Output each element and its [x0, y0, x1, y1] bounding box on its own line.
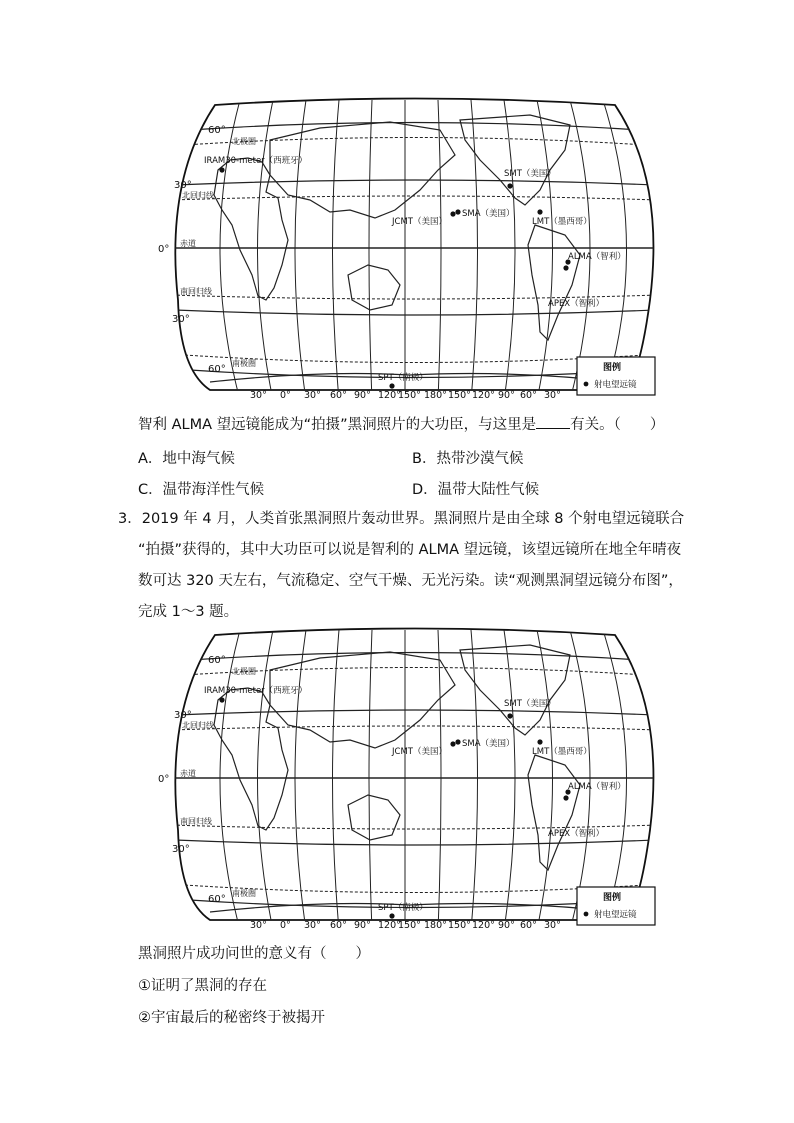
australia-outline	[348, 265, 400, 310]
parallel-30s	[175, 840, 655, 845]
telescope-map-2	[158, 630, 660, 931]
station-lmt-label: LMT（墨西哥）	[532, 217, 592, 227]
station-apex-label: APEX（智利）	[548, 829, 605, 839]
q3-item-2: ②宇宙最后的秘密终于被揭开	[138, 1010, 325, 1026]
lon-label: 60°	[330, 390, 347, 401]
lat-label-30n: 30°	[174, 710, 192, 721]
station-alma-label: ALMA（智利）	[568, 782, 626, 792]
lon-label: 90°	[498, 920, 515, 931]
answer-blank	[536, 416, 570, 429]
lat-label-60s: 60°	[208, 894, 226, 905]
lon-label: 60°	[520, 920, 537, 931]
lat-label-60n: 60°	[208, 655, 226, 666]
station-iram-dot	[219, 167, 224, 172]
lon-label: 0°	[280, 390, 291, 401]
lat-label-60n: 60°	[208, 125, 226, 136]
station-spt-label: SPT（南极）	[378, 903, 428, 913]
station-iram-dot	[219, 697, 224, 702]
parallel-30n	[175, 180, 655, 185]
antarctic-label: 南极圈	[232, 359, 256, 368]
option-b: B．热带沙漠气候	[412, 451, 524, 467]
lon-label: 120°	[378, 390, 401, 401]
lon-label: 120°	[378, 920, 401, 931]
telescope-map-1	[158, 100, 660, 401]
map-legend	[577, 357, 655, 395]
question-stem	[138, 415, 664, 435]
lon-label: 30°	[544, 390, 561, 401]
lon-label: 120°	[472, 390, 495, 401]
equator-label: 赤道	[180, 239, 196, 248]
q3-line-3: 数可达 320 天左右，气流稳定、空气干燥、无光污染。读“观测黑洞望远镜分布图”，	[138, 573, 683, 589]
station-smt-label: SMT（美国）	[504, 699, 556, 709]
station-jcmt-dot	[450, 741, 455, 746]
lat-label-0: 0°	[158, 774, 170, 785]
arctic-label: 北极圈	[232, 137, 256, 146]
legend-dot	[584, 912, 589, 917]
antarctic-label: 南极圈	[232, 889, 256, 898]
tropic-capricorn-label: 南回归线	[180, 287, 212, 296]
lon-label: 0°	[280, 920, 291, 931]
lon-label: 60°	[330, 920, 347, 931]
station-lmt-dot	[537, 209, 542, 214]
station-jcmt-dot	[450, 211, 455, 216]
lat-label-30n: 30°	[174, 180, 192, 191]
question-stem-before: 智利 ALMA 望远镜能成为“拍摄”黑洞照片的大功臣，与这里是	[138, 417, 537, 433]
world-map-svg	[158, 630, 660, 931]
station-sma-dot	[455, 209, 460, 214]
lon-label: 150°	[398, 920, 421, 931]
lon-label: 60°	[520, 390, 537, 401]
lon-label: 150°	[448, 920, 471, 931]
q3-line-1: 3．2019 年 4 月，人类首张黑洞照片轰动世界。黑洞照片是由全球 8 个射电望远镜联合	[118, 511, 685, 527]
option-a: A．地中海气候	[138, 451, 235, 467]
equator-label: 赤道	[180, 769, 196, 778]
tropic-cancer	[172, 726, 658, 730]
station-jcmt-label: JCMT（美国）	[392, 217, 447, 227]
lon-label: 30°	[304, 920, 321, 931]
legend-title: 图例	[603, 363, 622, 373]
question-stem-after: 有关。（ ）	[570, 417, 665, 433]
lat-label-30s: 30°	[172, 314, 190, 325]
lon-label: 30°	[544, 920, 561, 931]
station-iram-label: IRAM30-meter（西班牙）	[204, 686, 308, 696]
lon-label: 180°	[424, 920, 447, 931]
lat-label-0: 0°	[158, 244, 170, 255]
station-sma-dot	[455, 739, 460, 744]
station-spt-dot	[389, 913, 394, 918]
legend-item: 射电望远镜	[594, 910, 637, 920]
lon-label: 180°	[424, 390, 447, 401]
q3-line-4: 完成 1～3 题。	[138, 604, 239, 620]
lon-label: 150°	[448, 390, 471, 401]
station-alma-label: ALMA（智利）	[568, 252, 626, 262]
lon-label: 30°	[250, 390, 267, 401]
legend-dot	[584, 382, 589, 387]
south-america-outline	[528, 225, 580, 340]
lon-label: 90°	[354, 390, 371, 401]
q3-item-1: ①证明了黑洞的存在	[138, 978, 267, 994]
world-map-svg	[158, 100, 660, 401]
station-apex-dot	[563, 265, 568, 270]
q3-line-2: “拍摄”获得的，其中大功臣可以说是智利的 ALMA 望远镜，该望远镜所在地全年晴夜	[138, 542, 682, 558]
parallel-30n	[175, 710, 655, 715]
map-legend	[577, 887, 655, 925]
station-sma-label: SMA（美国）	[462, 739, 515, 749]
station-smt-dot	[507, 713, 512, 718]
station-smt-label: SMT（美国）	[504, 169, 556, 179]
lon-label: 90°	[498, 390, 515, 401]
station-jcmt-label: JCMT（美国）	[392, 747, 447, 757]
parallel-30s	[175, 310, 655, 315]
south-america-outline	[528, 755, 580, 870]
station-iram-label: IRAM30-meter（西班牙）	[204, 156, 308, 166]
station-spt-label: SPT（南极）	[378, 373, 428, 383]
europe-africa-outline	[214, 158, 288, 300]
option-d: D．温带大陆性气候	[412, 482, 540, 498]
tropic-cancer	[172, 196, 658, 200]
europe-africa-outline	[214, 688, 288, 830]
q3-sub-stem: 黑洞照片成功问世的意义有（ ）	[138, 946, 370, 962]
tropic-cancer-label: 北回归线	[182, 721, 214, 730]
australia-outline	[348, 795, 400, 840]
lon-label: 30°	[250, 920, 267, 931]
lon-label: 120°	[472, 920, 495, 931]
legend-title: 图例	[603, 893, 622, 903]
station-apex-dot	[563, 795, 568, 800]
lon-label: 150°	[398, 390, 421, 401]
tropic-cancer-label: 北回归线	[182, 191, 214, 200]
station-spt-dot	[389, 383, 394, 388]
station-apex-label: APEX（智利）	[548, 299, 605, 309]
station-smt-dot	[507, 183, 512, 188]
station-lmt-label: LMT（墨西哥）	[532, 747, 592, 757]
station-lmt-dot	[537, 739, 542, 744]
tropic-capricorn-label: 南回归线	[180, 817, 212, 826]
station-sma-label: SMA（美国）	[462, 209, 515, 219]
legend-item: 射电望远镜	[594, 380, 637, 390]
option-c: C．温带海洋性气候	[138, 482, 265, 498]
lon-label: 30°	[304, 390, 321, 401]
lat-label-30s: 30°	[172, 844, 190, 855]
arctic-label: 北极圈	[232, 667, 256, 676]
lon-label: 90°	[354, 920, 371, 931]
lat-label-60s: 60°	[208, 364, 226, 375]
